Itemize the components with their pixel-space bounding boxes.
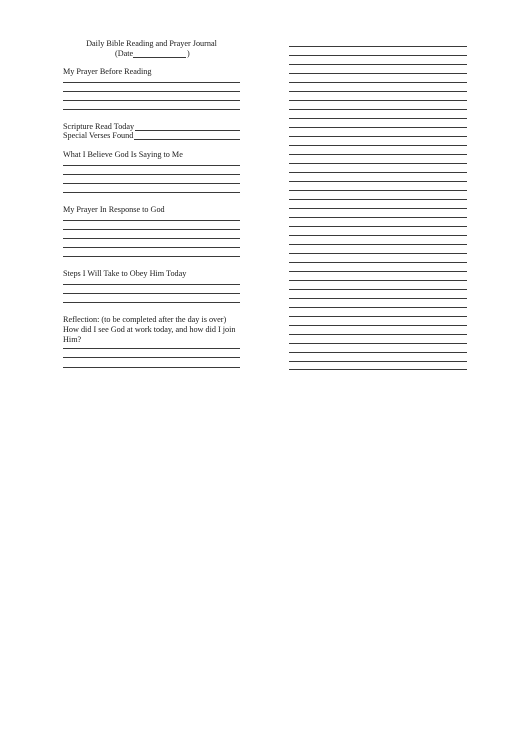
writing-line[interactable] [63,82,240,83]
writing-line[interactable] [289,64,467,65]
writing-line[interactable] [289,172,467,173]
writing-line[interactable] [63,238,240,239]
scripture-read-line[interactable] [135,130,240,131]
writing-line[interactable] [289,280,467,281]
writing-line[interactable] [63,91,240,92]
section-heading-prayer-response: My Prayer In Response to God [63,205,165,214]
writing-line[interactable] [63,192,240,193]
writing-line[interactable] [289,361,467,362]
writing-line[interactable] [63,174,240,175]
writing-line[interactable] [289,100,467,101]
writing-line[interactable] [289,226,467,227]
writing-line[interactable] [289,73,467,74]
writing-line[interactable] [289,298,467,299]
writing-line[interactable] [289,235,467,236]
writing-line[interactable] [289,199,467,200]
writing-line[interactable] [63,348,240,349]
writing-line[interactable] [289,369,467,370]
writing-line[interactable] [63,220,240,221]
writing-line[interactable] [289,271,467,272]
writing-line[interactable] [289,163,467,164]
writing-line[interactable] [289,82,467,83]
writing-line[interactable] [63,100,240,101]
writing-line[interactable] [63,109,240,110]
writing-line[interactable] [63,357,240,358]
writing-line[interactable] [289,217,467,218]
writing-line[interactable] [289,190,467,191]
writing-line[interactable] [63,367,240,368]
writing-line[interactable] [63,256,240,257]
writing-line[interactable] [289,253,467,254]
writing-line[interactable] [289,118,467,119]
writing-line[interactable] [289,289,467,290]
date-close: ) [187,49,190,58]
writing-line[interactable] [289,307,467,308]
date-line[interactable] [133,57,186,58]
writing-line[interactable] [289,127,467,128]
writing-line[interactable] [289,208,467,209]
special-verses-label: Special Verses Found [63,131,134,140]
writing-line[interactable] [289,262,467,263]
writing-line[interactable] [289,325,467,326]
writing-line[interactable] [63,293,240,294]
writing-line[interactable] [289,55,467,56]
writing-line[interactable] [289,343,467,344]
writing-line[interactable] [289,154,467,155]
writing-line[interactable] [63,302,240,303]
writing-line[interactable] [63,183,240,184]
writing-line[interactable] [63,247,240,248]
writing-line[interactable] [63,165,240,166]
writing-line[interactable] [289,91,467,92]
writing-line[interactable] [289,46,467,47]
section-heading-prayer-before: My Prayer Before Reading [63,67,152,76]
date-label: (Date [115,49,134,58]
writing-line[interactable] [289,316,467,317]
writing-line[interactable] [289,109,467,110]
writing-line[interactable] [289,244,467,245]
writing-line[interactable] [289,145,467,146]
writing-line[interactable] [289,334,467,335]
writing-line[interactable] [289,352,467,353]
section-heading-god-saying: What I Believe God Is Saying to Me [63,150,183,159]
writing-line[interactable] [289,181,467,182]
section-heading-steps-obey: Steps I Will Take to Obey Him Today [63,269,187,278]
scripture-read-label: Scripture Read Today [63,122,135,131]
writing-line[interactable] [289,136,467,137]
special-verses-line[interactable] [134,139,240,140]
section-heading-reflection: Reflection: (to be completed after the day is over) How did I see God at work today, and how did I join Him? [63,315,236,344]
writing-line[interactable] [63,229,240,230]
writing-line[interactable] [63,284,240,285]
journal-title: Daily Bible Reading and Prayer Journal [86,39,217,48]
